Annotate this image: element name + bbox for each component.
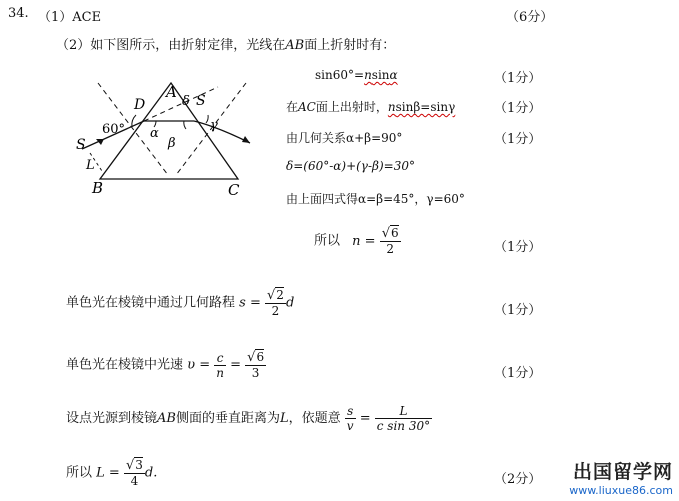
- eq7-score: （1分）: [494, 303, 542, 318]
- part2-text-end: 面上折射时有：: [304, 38, 396, 53]
- label-delta: δ: [182, 94, 190, 109]
- eq10-num: 3: [135, 458, 143, 472]
- eq9-pre: 设点光源到棱镜: [66, 411, 158, 426]
- label-S-right: S: [196, 93, 206, 109]
- watermark-logo: [569, 457, 673, 497]
- eq1-alpha: α: [389, 68, 398, 82]
- part2-ab: AB: [285, 38, 305, 53]
- label-L: L: [86, 158, 95, 173]
- eq8-f1-num: c: [214, 351, 226, 366]
- eq-geometry: 由几何关系α+β=90°: [286, 131, 403, 145]
- part1-answer: （1）ACE: [38, 10, 102, 25]
- eq6-num: 6: [391, 226, 399, 240]
- eq7-var: s =: [239, 295, 261, 311]
- eq2-ac: AC: [298, 100, 316, 114]
- eq8-f2-den: 3: [251, 366, 260, 380]
- eq7-num: 2: [276, 288, 284, 302]
- question-number: 34.: [8, 6, 29, 21]
- eq6-score: （1分）: [494, 240, 542, 255]
- label-A: A: [166, 83, 177, 101]
- eq8-fraction2: $\frac{√6}{3}$: [247, 350, 265, 380]
- eq-snell-ab: [315, 68, 398, 82]
- label-gamma: γ: [210, 118, 218, 133]
- eq2-n: n: [387, 100, 396, 114]
- eq8-f2-num: 6: [256, 350, 265, 364]
- eq-deviation: δ=(60°-α)+(γ-β)=30°: [286, 159, 415, 173]
- eq8-score: （1分）: [494, 366, 542, 381]
- exit-ray: [194, 121, 250, 143]
- eq-n-result: [314, 226, 401, 256]
- eq1-score: （1分）: [494, 71, 542, 86]
- eq-solution: 由上面四式得α=β=45°，γ=60°: [286, 192, 465, 206]
- label-S-source: S: [76, 137, 86, 153]
- eq8-fraction1: [214, 351, 226, 380]
- eq6-var: n =: [352, 233, 376, 249]
- eq1-sin: sin: [371, 68, 390, 82]
- eq10-fraction: $\frac{√3}{4}$: [125, 458, 143, 488]
- arc-gamma: [206, 115, 208, 123]
- eq9-f1-den: v: [346, 419, 354, 433]
- eq8-f1-den: n: [216, 365, 224, 380]
- eq10-score: （2分）: [494, 472, 542, 487]
- watermark-name: 出国留学网: [572, 461, 673, 483]
- eq7-den: 2: [271, 304, 280, 318]
- arc-beta: [184, 121, 186, 129]
- eq2-score: （1分）: [494, 101, 542, 116]
- eq10-den: 4: [130, 474, 139, 488]
- eq9-L: L: [279, 411, 289, 426]
- eq9-ab: AB: [157, 411, 176, 426]
- eq6-den: 2: [386, 242, 394, 256]
- label-60: 60°: [102, 122, 126, 137]
- eq10-d: d.: [144, 465, 158, 481]
- eq9-f2-num: L: [375, 404, 432, 419]
- eq9-f1-num: s: [345, 404, 356, 419]
- eq9-fraction1: [345, 404, 356, 433]
- label-beta: β: [168, 136, 176, 151]
- eq-path-length: [66, 288, 294, 318]
- eq7-pre: 单色光在棱镜中通过几何路程: [66, 295, 236, 311]
- eq-L-result: [66, 458, 157, 488]
- eq9-fraction2: [375, 404, 432, 433]
- eq3-score: （1分）: [494, 132, 542, 147]
- part2-intro: [56, 34, 395, 53]
- part2-text: （2）如下图所示，由折射定律，光线在: [56, 38, 286, 53]
- eq1-n: n: [364, 68, 372, 82]
- part1-score: （6分）: [506, 10, 554, 25]
- eq6-pre: 所以: [314, 233, 341, 249]
- eq-snell-ac: [286, 98, 455, 115]
- eq9-eq: =: [359, 411, 371, 426]
- eq9-mid: 侧面的垂直距离为: [175, 411, 280, 426]
- label-C: C: [228, 181, 240, 199]
- eq10-pre: 所以: [66, 465, 93, 481]
- watermark-url: www.liuxue86.com: [569, 484, 673, 497]
- eq-light-speed: [66, 350, 266, 380]
- eq8-pre: 单色光在棱镜中光速: [66, 357, 184, 373]
- eq9-f2-den: c sin 30°: [376, 419, 431, 433]
- label-alpha: α: [150, 126, 159, 141]
- eq8-var: υ =: [187, 357, 211, 373]
- eq7-fraction: $\frac{√2}{2}$: [267, 288, 284, 318]
- eq2-b: 面上出射时，: [315, 100, 388, 114]
- eq7-d: d: [285, 295, 295, 311]
- eq2-rest: sinβ=sinγ: [395, 100, 456, 114]
- prism-figure: [68, 75, 268, 200]
- label-D: D: [134, 97, 146, 113]
- eq1-left: sin60°=: [315, 68, 365, 82]
- eq6-fraction: $\frac{√6}{2}$: [381, 226, 399, 256]
- eq10-var: L =: [96, 465, 120, 481]
- eq9-post: ，依题意: [288, 411, 341, 426]
- label-B: B: [92, 179, 104, 197]
- eq-distance-setup: [66, 404, 432, 433]
- eq8-eq: =: [230, 357, 242, 373]
- eq2-a: 在: [286, 100, 299, 114]
